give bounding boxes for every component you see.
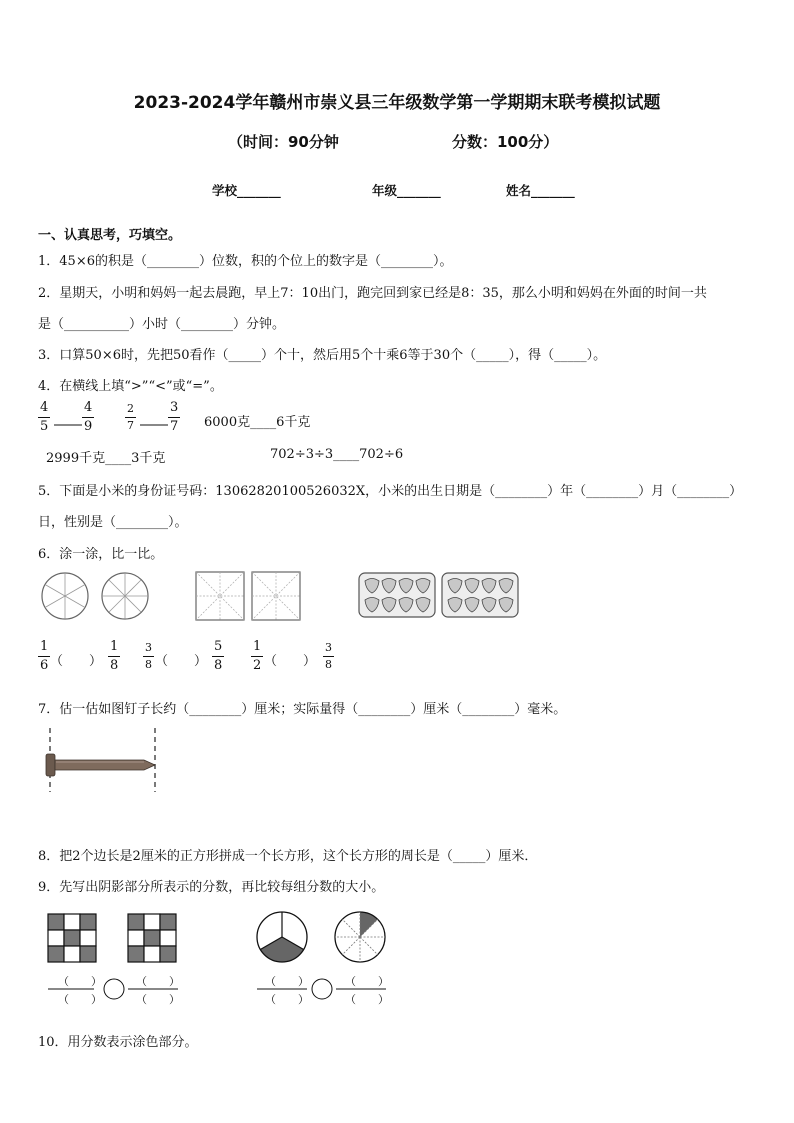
fraction: $\frac{3}{7}$ bbox=[170, 400, 179, 434]
grid-cell bbox=[48, 930, 64, 946]
grid-cell bbox=[160, 930, 176, 946]
grid-cell bbox=[64, 946, 80, 962]
question-9: 9．先写出阴影部分所表示的分数，再比较每组分数的大小。 bbox=[38, 880, 385, 895]
grid-cell bbox=[144, 930, 160, 946]
compare-item: 6000克____6千克 bbox=[204, 415, 311, 430]
question-2-line2: 是（__________）小时（________）分钟。 bbox=[38, 317, 286, 332]
section-heading: 一、认真思考，巧填空。 bbox=[38, 228, 182, 243]
nail-image bbox=[44, 728, 164, 794]
fraction-bar bbox=[336, 988, 386, 990]
compare-blank: （ ） bbox=[264, 654, 317, 669]
grid-cell bbox=[160, 914, 176, 930]
fraction: $\frac{4}{9}$ bbox=[84, 400, 93, 434]
fraction: $\frac{5}{8}$ bbox=[214, 639, 223, 673]
question-5-line2: 日，性别是（________）。 bbox=[38, 515, 188, 530]
grid-cell bbox=[128, 930, 144, 946]
fraction: $\frac{4}{5}$ bbox=[40, 400, 49, 434]
answer-denominator: （ ） bbox=[345, 993, 389, 1006]
page-title: 2023-2024学年赣州市崇义县三年级数学第一学期期末联考模拟试题 bbox=[133, 93, 661, 113]
compare-circle bbox=[311, 978, 333, 1000]
grid-cell bbox=[128, 946, 144, 962]
compare-item: 702÷3÷3____702÷6 bbox=[270, 447, 404, 462]
grid-cell bbox=[160, 946, 176, 962]
strawberry-trays bbox=[358, 572, 520, 620]
fraction: $\frac{1}{8}$ bbox=[110, 639, 119, 673]
fraction: $\frac{1}{2}$ bbox=[253, 639, 262, 673]
fraction: $\frac{3}{8}$ bbox=[145, 641, 152, 671]
grid-cell bbox=[64, 914, 80, 930]
answer-numerator: （ ） bbox=[58, 975, 102, 988]
question-3: 3．口算50×6时，先把50看作（_____）个十，然后用5个十乘6等于30个（_____），得（_____）。 bbox=[38, 348, 607, 363]
answer-line bbox=[140, 424, 168, 426]
fraction-bar bbox=[257, 988, 307, 990]
answer-denominator: （ ） bbox=[265, 993, 309, 1006]
grade-field: 年级_______ bbox=[372, 183, 441, 198]
answer-denominator: （ ） bbox=[136, 993, 180, 1006]
name-field: 姓名_______ bbox=[506, 183, 575, 198]
question-7: 7．估一估如图钉子长约（________）厘米；实际量得（________）厘米（________）毫米。 bbox=[38, 702, 567, 717]
compare-circle bbox=[103, 978, 125, 1000]
exam-time: （时间：90分钟 bbox=[228, 133, 339, 151]
school-field: 学校_______ bbox=[212, 183, 281, 198]
compare-blank: （ ） bbox=[155, 654, 208, 669]
question-8: 8．把2个边长是2厘米的正方形拼成一个长方形，这个长方形的周长是（_____）厘米． bbox=[38, 849, 538, 864]
compare-blank: （ ） bbox=[50, 654, 103, 669]
circle-diagrams bbox=[40, 571, 150, 621]
fraction: $\frac{1}{6}$ bbox=[40, 639, 49, 673]
question-5-line1: 5．下面是小米的身份证号码：13062820100526032X，小米的出生日期是（________）年（________）月（________） bbox=[38, 484, 743, 499]
grid-cell bbox=[80, 930, 96, 946]
answer-numerator: （ ） bbox=[345, 975, 389, 988]
grid-cell bbox=[128, 914, 144, 930]
question-4: 4．在横线上填“>”“<”或“=”。 bbox=[38, 379, 223, 394]
grid-cell bbox=[80, 946, 96, 962]
grid-cell bbox=[144, 914, 160, 930]
question-10: 10．用分数表示涂色部分。 bbox=[38, 1035, 198, 1050]
grid-cell bbox=[48, 914, 64, 930]
answer-numerator: （ ） bbox=[265, 975, 309, 988]
fraction: $\frac{2}{7}$ bbox=[127, 402, 134, 432]
grid-diagrams bbox=[48, 914, 180, 964]
question-6: 6．涂一涂，比一比。 bbox=[38, 547, 164, 562]
pie-diagrams bbox=[256, 911, 390, 965]
answer-numerator: （ ） bbox=[136, 975, 180, 988]
grid-cell bbox=[144, 946, 160, 962]
grid-cell bbox=[48, 946, 64, 962]
fraction: $\frac{3}{8}$ bbox=[325, 641, 332, 671]
answer-line bbox=[54, 424, 82, 426]
answer-denominator: （ ） bbox=[58, 993, 102, 1006]
grid-cell bbox=[80, 914, 96, 930]
question-2-line1: 2．星期天，小明和妈妈一起去晨跑，早上7：10出门，跑完回到家已经是8：35，那么小明和妈妈在外面的时间一共 bbox=[38, 286, 707, 301]
compare-item: 2999千克____3千克 bbox=[46, 451, 166, 466]
fraction-bar bbox=[128, 988, 178, 990]
square-diagrams bbox=[196, 572, 302, 622]
question-1: 1．45×6的积是（________）位数，积的个位上的数字是（________）。 bbox=[38, 254, 453, 269]
fraction-bar bbox=[48, 988, 94, 990]
exam-score: 分数：100分） bbox=[452, 133, 559, 151]
grid-cell bbox=[64, 930, 80, 946]
